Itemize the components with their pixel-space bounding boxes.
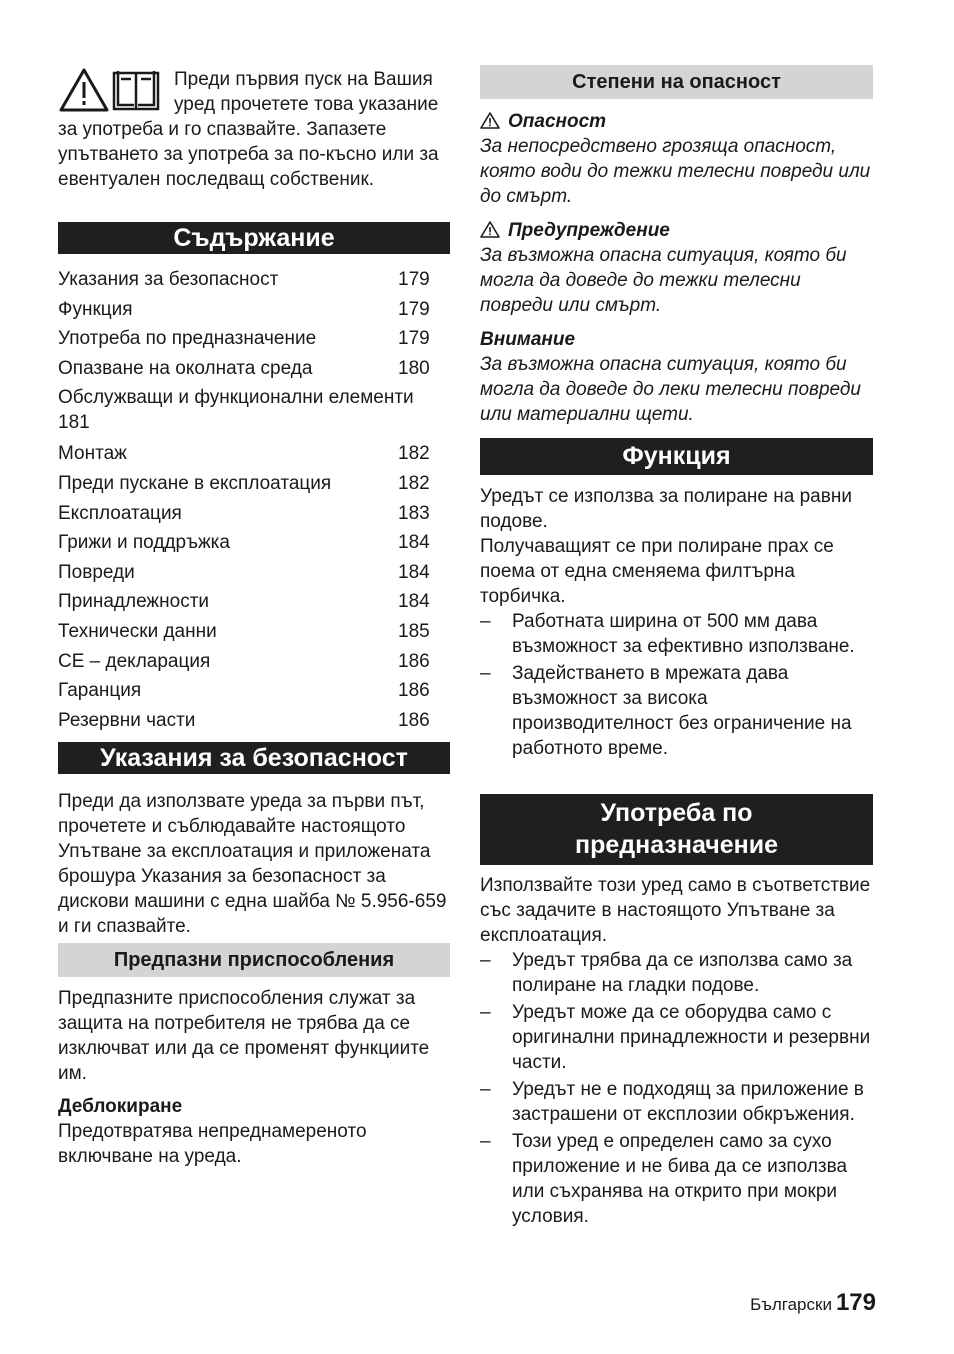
toc-item-page: 186 bbox=[398, 709, 430, 731]
toc-item[interactable] bbox=[58, 528, 450, 558]
toc-item-label: CE – декларация bbox=[58, 650, 211, 672]
safety-intro bbox=[58, 789, 450, 939]
safety-devices-text: Предпазните приспособления служат за защита на потребителя не трябва да се изключват или да се променят функциите им. bbox=[58, 988, 430, 1084]
warning-icon bbox=[480, 112, 500, 129]
toc-item[interactable] bbox=[58, 558, 450, 588]
toc-title: Съдържание bbox=[58, 222, 450, 254]
toc-item[interactable] bbox=[58, 354, 450, 384]
toc-item[interactable] bbox=[58, 617, 450, 647]
list-item: – Уредът не е подходящ за приложение в застрашени от експлозии обкръжения. bbox=[480, 1077, 873, 1127]
toc-item[interactable] bbox=[58, 676, 450, 706]
toc-item-label: Функция bbox=[58, 298, 133, 320]
toc-item-label: Монтаж bbox=[58, 443, 127, 465]
toc-item-label: Грижи и поддръжка bbox=[58, 532, 230, 554]
function-title: Функция bbox=[480, 438, 873, 475]
page-number: 179 bbox=[835, 1289, 876, 1316]
safety-text: Преди да използвате уреда за първи път, прочетете и съблюдавайте настоящото Упътване за експлоатация и приложената брошура Указания за безопасност за дискови машини с една шайба № 5.956-659 и ги спазвайте. bbox=[58, 791, 447, 937]
table-of-contents bbox=[58, 265, 450, 735]
toc-item[interactable] bbox=[58, 647, 450, 677]
intended-use-title bbox=[480, 794, 873, 865]
intended-use-p1: Използвайте този уред само в съответствие със задачите в настоящото Упътване за експлоатация. bbox=[480, 875, 871, 946]
toc-item-page: 183 bbox=[398, 502, 430, 524]
warning-book-icons bbox=[58, 67, 170, 113]
safety-devices-title: Предпазни приспособления bbox=[58, 943, 450, 977]
toc-item-label: Технически данни bbox=[58, 620, 217, 642]
toc-item-label: Експлоатация bbox=[58, 502, 182, 524]
list-item: – Задействането в мрежата дава възможност за висока производителност без ограничение на работното време. bbox=[480, 661, 873, 761]
toc-item-page: 184 bbox=[398, 561, 430, 583]
toc-item-page: 184 bbox=[398, 591, 430, 613]
intended-use-title-line1: Употреба по bbox=[600, 799, 753, 827]
danger-label: Опасност bbox=[508, 111, 607, 132]
safety-title: Указания за безопасност bbox=[58, 742, 450, 774]
danger-label-row bbox=[480, 109, 873, 134]
danger-levels-title: Степени на опасност bbox=[480, 65, 873, 99]
toc-item-page: 179 bbox=[398, 269, 430, 290]
toc-item-label: Принадлежности bbox=[58, 591, 210, 613]
warning-icon bbox=[480, 221, 500, 238]
list-item: – Уредът трябва да се използва само за полиране на гладки подове. bbox=[480, 948, 873, 998]
toc-item[interactable] bbox=[58, 324, 450, 354]
toc-item-page: 180 bbox=[398, 357, 430, 379]
function-section bbox=[480, 484, 873, 763]
toc-item-page: 182 bbox=[398, 472, 430, 494]
toc-item-page: 186 bbox=[398, 650, 430, 672]
page-footer bbox=[750, 1290, 876, 1317]
function-list bbox=[480, 609, 873, 761]
list-item: – Този уред е определен само за сухо приложение и не бива да се използва или съхранява на открито при мокри условия. bbox=[480, 1129, 873, 1229]
danger-text: За непосредствено грозяща опасност, която води до тежки телесни повреди или до смърт. bbox=[480, 136, 871, 207]
warning-label: Предупреждение bbox=[508, 220, 670, 241]
function-p2: Получаващият се при полиране прах се поема от една сменяема филтърна торбичка. bbox=[480, 536, 834, 607]
toc-item-label: Указания за безопасност bbox=[58, 269, 279, 290]
toc-item-label: Употреба по предназначение bbox=[58, 328, 317, 350]
toc-item[interactable] bbox=[58, 706, 450, 736]
toc-item[interactable] bbox=[58, 265, 450, 295]
toc-item-label: Обслужващи и функционални елементи 181 bbox=[58, 387, 414, 434]
toc-item[interactable] bbox=[58, 499, 450, 529]
intended-use-section bbox=[480, 873, 873, 1231]
toc-item-label: Преди пускане в експлоатация bbox=[58, 472, 332, 494]
toc-item-label: Опазване на околната среда bbox=[58, 357, 313, 379]
toc-item-page: 186 bbox=[398, 680, 430, 702]
toc-item-page: 182 bbox=[398, 443, 430, 465]
toc-item-page: 185 bbox=[398, 620, 430, 642]
toc-item[interactable] bbox=[58, 469, 450, 499]
toc-item-page: 179 bbox=[398, 298, 430, 320]
toc-item-page: 184 bbox=[398, 532, 430, 554]
warning-label-row bbox=[480, 218, 873, 243]
list-item: – Уредът може да се оборудва само с оригинални принадлежности и резервни части. bbox=[480, 1000, 873, 1075]
toc-item-label: Повреди bbox=[58, 561, 135, 583]
toc-item[interactable] bbox=[58, 587, 450, 617]
unlock-label: Деблокиране bbox=[58, 1096, 183, 1117]
intended-use-list bbox=[480, 948, 873, 1229]
caution-label: Внимание bbox=[480, 329, 576, 350]
intended-use-title-line2: предназначение bbox=[574, 831, 779, 859]
book-icon bbox=[114, 71, 158, 109]
list-item: – Работната ширина от 500 мм дава възможност за ефективно използване. bbox=[480, 609, 873, 659]
warning-text: За възможна опасна ситуация, която би могла да доведе до тежки телесни повреди или смърт. bbox=[480, 245, 847, 316]
toc-item[interactable] bbox=[58, 383, 450, 439]
toc-item-label: Резервни части bbox=[58, 709, 196, 731]
safety-devices-section bbox=[58, 986, 450, 1169]
footer-language: Български bbox=[750, 1295, 832, 1314]
toc-item-label: Гаранция bbox=[58, 680, 142, 702]
unlock-text: Предотвратява непреднамереното включване на уреда. bbox=[58, 1121, 367, 1167]
toc-item[interactable] bbox=[58, 439, 450, 469]
toc-item-page: 179 bbox=[398, 328, 430, 350]
toc-item[interactable] bbox=[58, 295, 450, 325]
function-p1: Уредът се използва за полиране на равни подове. bbox=[480, 486, 852, 532]
intro-notice bbox=[58, 67, 450, 192]
intro-text: Преди първия пуск на Вашия уред прочетете това указание за употреба и го спазвайте. Запазете упътването за употреба за по-късно или за евентуален последващ собственик. bbox=[58, 69, 439, 190]
warning-icon bbox=[61, 70, 107, 110]
danger-levels-section bbox=[480, 109, 873, 427]
caution-text: За възможна опасна ситуация, която би могла да доведе до леки телесни повреди или материални щети. bbox=[480, 354, 861, 425]
